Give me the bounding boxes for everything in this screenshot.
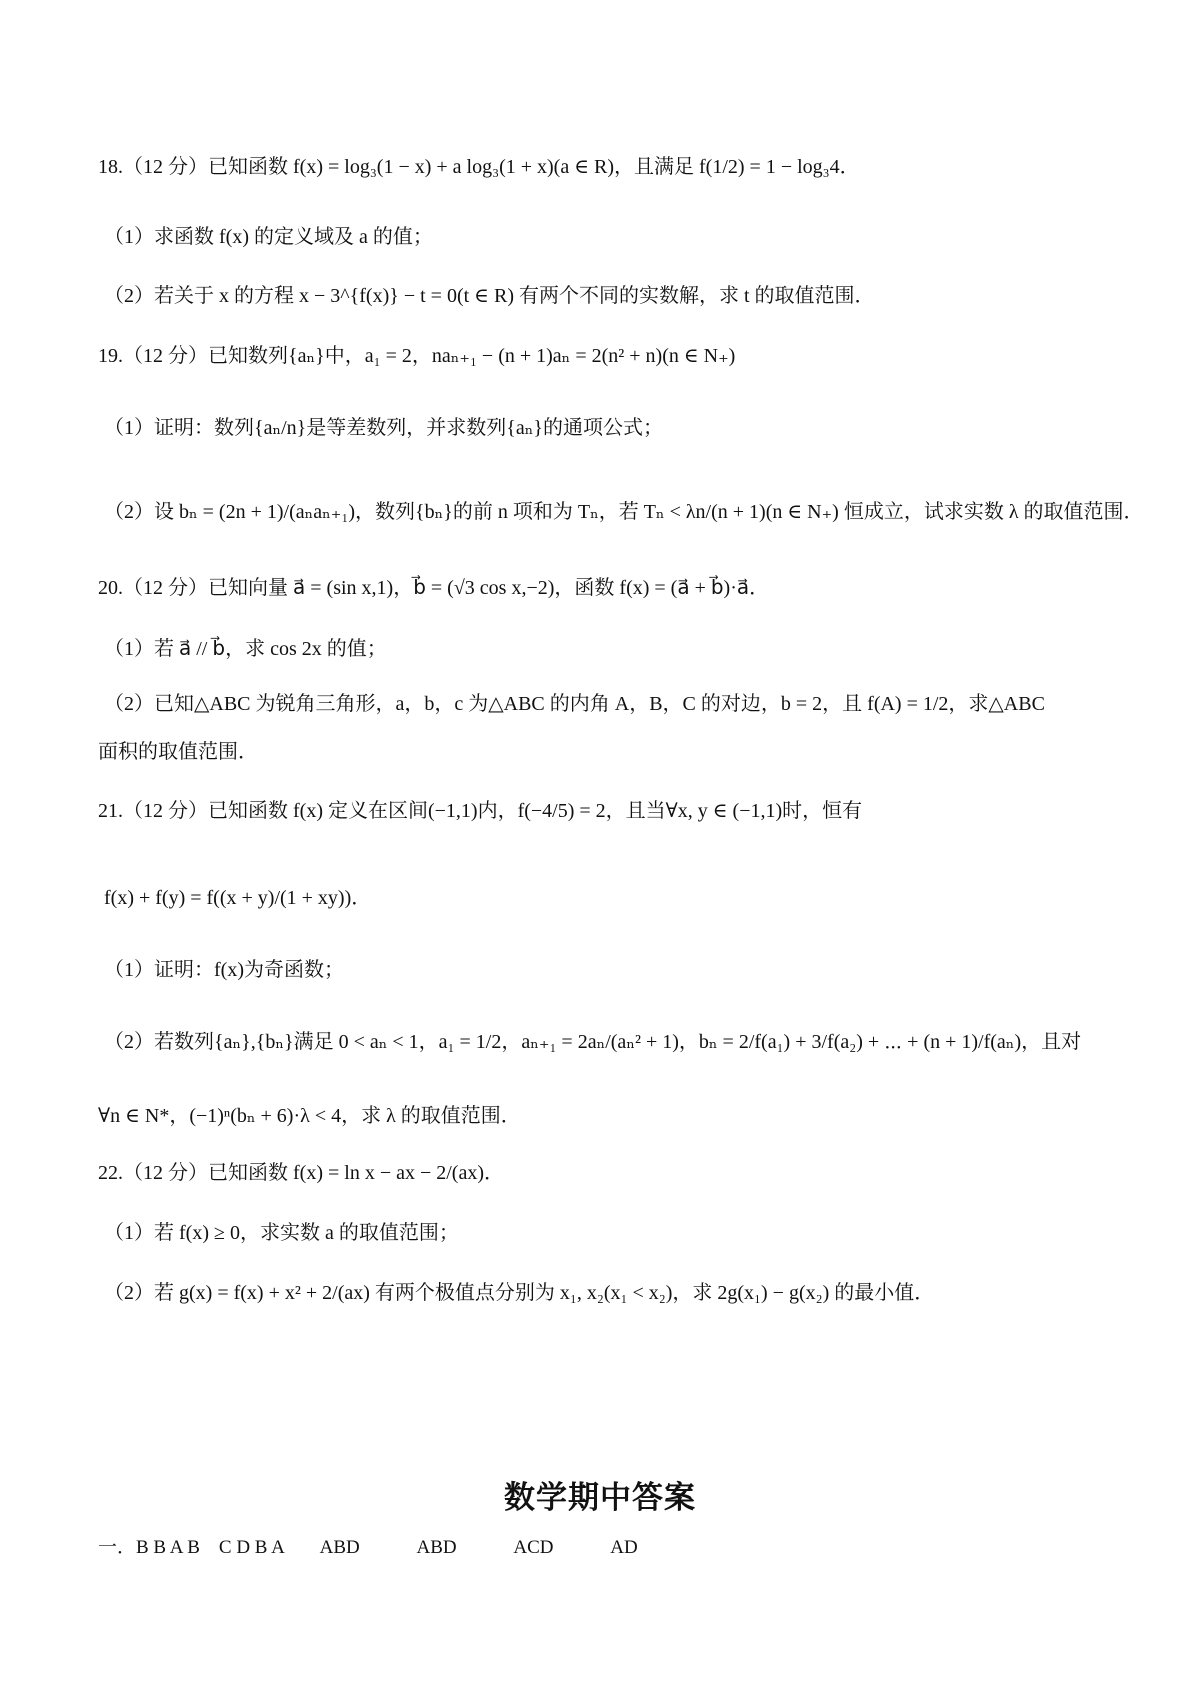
answer-key (98, 1532, 690, 1559)
answer-multi-choice: ABD (319, 1537, 360, 1558)
answer-title: 数学期中答案 (504, 1480, 696, 1516)
problem-21-part-1: （1）证明：f(x)为奇函数； (104, 959, 344, 981)
answer-multi-choice: ABD (416, 1537, 457, 1558)
answer-multi-choice: AD (610, 1537, 638, 1558)
problem-20-part-2: （2）已知△ABC 为锐角三角形，a，b，c 为△ABC 的内角 A，B，C 的对边，b = 2，且 f(A) = 1/2，求△ABC (104, 693, 1045, 715)
problem-20-part-1: （1）若 a⃗ // b⃗，求 cos 2x 的值； (104, 638, 387, 660)
problem-21-stem: 21.（12 分）已知函数 f(x) 定义在区间(−1,1)内，f(−4/5) = 2，且当∀x, y ∈ (−1,1)时，恒有 (98, 800, 863, 822)
problem-21-part-2: （2）若数列{aₙ},{bₙ}满足 0 < aₙ < 1，a₁ = 1/2，aₙ₊₁ = 2aₙ/(aₙ² + 1)，bₙ = 2/f(a₁) + 3/f(a₂) + ⋯ + (n + 1)/f(aₙ)，且对 (104, 1031, 1082, 1053)
problem-18-part-2: （2）若关于 x 的方程 x − 3^{f(x)} − t = 0(t ∈ R) 有两个不同的实数解，求 t 的取值范围． (104, 285, 875, 307)
problem-18-part-1: （1）求函数 f(x) 的定义域及 a 的值； (104, 226, 433, 248)
problem-21-part-2-cont: ∀n ∈ N*，(−1)ⁿ(bₙ + 6)·λ < 4，求 λ 的取值范围． (98, 1105, 521, 1127)
problem-20-stem: 20.（12 分）已知向量 a⃗ = (sin x,1)，b⃗ = (√3 cos x,−2)，函数 f(x) = (a⃗ + b⃗)·a⃗． (98, 577, 770, 599)
problem-21-condition: f(x) + f(y) = f((x + y)/(1 + xy))． (104, 887, 372, 909)
answer-multi-choice: ACD (513, 1537, 554, 1558)
problem-20-part-2-cont: 面积的取值范围． (98, 741, 258, 763)
problem-19-part-1: （1）证明：数列{aₙ/n}是等差数列，并求数列{aₙ}的通项公式； (104, 417, 664, 439)
problem-18-stem: 18.（12 分）已知函数 f(x) = log₃(1 − x) + a log₃(1 + x)(a ∈ R)，且满足 f(1/2) = 1 − log₃4． (98, 156, 860, 178)
answer-single-choice: 一．B B A B C D B A (98, 1537, 285, 1558)
problem-22-part-1: （1）若 f(x) ≥ 0，求实数 a 的取值范围； (104, 1222, 459, 1244)
problem-19-part-2: （2）设 bₙ = (2n + 1)/(aₙaₙ₊₁)，数列{bₙ}的前 n 项和为 Tₙ，若 Tₙ < λn/(n + 1)(n ∈ N₊) 恒成立，试求实数 λ 的取值范围． (104, 501, 1144, 523)
problem-19-stem: 19.（12 分）已知数列{aₙ}中，a₁ = 2，naₙ₊₁ − (n + 1)aₙ = 2(n² + n)(n ∈ N₊) (98, 345, 736, 367)
problem-22-stem: 22.（12 分）已知函数 f(x) = ln x − ax − 2/(ax)． (98, 1162, 505, 1184)
problem-22-part-2: （2）若 g(x) = f(x) + x² + 2/(ax) 有两个极值点分别为 x₁, x₂(x₁ < x₂)，求 2g(x₁) − g(x₂) 的最小值． (104, 1282, 935, 1304)
